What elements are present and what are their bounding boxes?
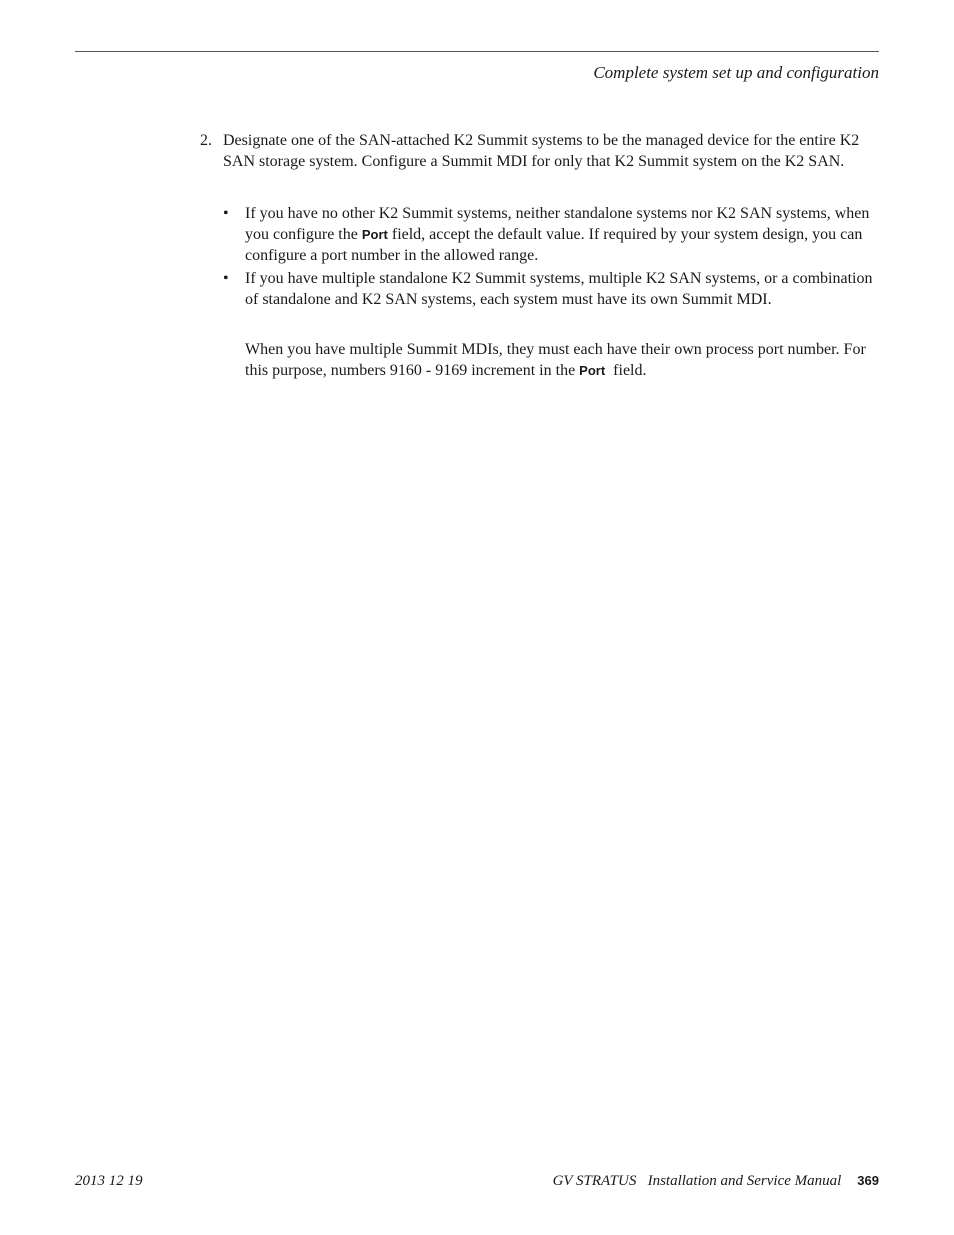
bullet-item [222,268,880,310]
bullet-text: If you have no other K2 Summit systems, neither standalone systems nor K2 SAN systems, when you configure the Port field, accept the default value. If required by your system design, you can configure a port number in the allowed range. [245,205,870,264]
page-number: 369 [857,1173,879,1188]
header-rule [75,51,879,52]
step-item [200,130,880,172]
footer-right [553,1171,879,1191]
running-header-title: Complete system set up and configuration [593,63,879,82]
step-number: 2. [200,132,212,149]
step-text: Designate one of the SAN-attached K2 Summit systems to be the managed device for the entire K2 SAN storage system. Configure a Summit MDI for only that K2 Summit system on the K2 SAN. [223,132,860,170]
ui-term-port: Port [579,363,606,378]
bullet-item [222,203,880,266]
body-paragraph: When you have multiple Summit MDIs, they must each have their own process port number. For this purpose, numbers 9160 - 9169 increment in the Port field. [245,341,866,379]
bullet-text: If you have multiple standalone K2 Summit systems, multiple K2 SAN systems, or a combination of standalone and K2 SAN systems, each system must have its own Summit MDI. [245,270,873,308]
bullet-icon: • [223,270,229,287]
footer-date: 2013 12 19 [75,1173,143,1189]
bullet-list [222,203,880,312]
ui-term-port: Port [361,227,388,242]
bullet-icon: • [223,205,229,222]
footer-manual-title: GV STRATUS Installation and Service Manual [552,1173,842,1189]
